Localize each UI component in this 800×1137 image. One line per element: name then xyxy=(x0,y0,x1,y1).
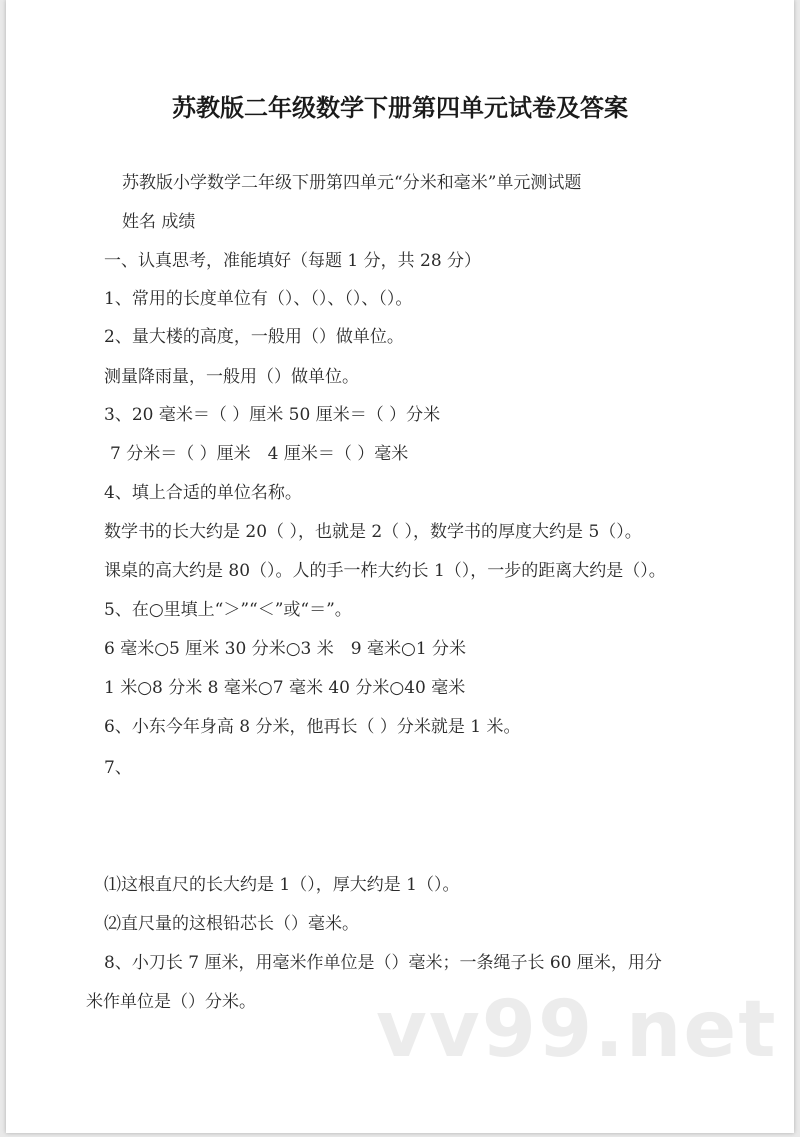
question-5-row-2: 1 米○8 分米 8 毫米○7 毫米 40 分米○40 毫米 xyxy=(104,678,466,698)
question-4-line-1: 数学书的长大约是 20（ ），也就是 2（ ），数学书的厚度大约是 5（）。 xyxy=(104,522,642,542)
name-score-line: 姓名 成绩 xyxy=(122,212,196,232)
question-4-line-2: 课桌的高大约是 80（）。人的手一柞大约长 1（），一步的距离大约是（）。 xyxy=(104,561,666,581)
question-7-part-1: ⑴这根直尺的长大约是 1（），厚大约是 1（）。 xyxy=(104,875,460,895)
question-8-line-2: 米作单位是（）分米。 xyxy=(86,992,256,1012)
document-title: 苏教版二年级数学下册第四单元试卷及答案 xyxy=(172,94,628,122)
document-page xyxy=(6,0,794,1133)
question-5: 5、在○里填上“＞”“＜”或“＝”。 xyxy=(104,600,352,620)
question-5-row-1: 6 毫米○5 厘米 30 分米○3 米 9 毫米○1 分米 xyxy=(104,639,467,659)
section-1-heading: 一、认真思考，准能填好（每题 1 分，共 28 分） xyxy=(104,251,482,271)
question-1: 1、常用的长度单位有（）、（）、（）、（）。 xyxy=(104,289,413,309)
question-7: 7、 xyxy=(104,758,132,778)
question-6: 6、小东今年身高 8 分米，他再长（ ）分米就是 1 米。 xyxy=(104,717,521,737)
question-3-row-1: 3、20 毫米＝（ ）厘米 50 厘米＝（ ）分米 xyxy=(104,405,441,425)
subtitle: 苏教版小学数学二年级下册第四单元“分米和毫米”单元测试题 xyxy=(122,173,582,193)
question-7-part-2: ⑵直尺量的这根铅芯长（）毫米。 xyxy=(104,914,359,934)
question-3-row-2: 7 分米＝（ ）厘米 4 厘米＝（ ）毫米 xyxy=(110,444,409,464)
question-4: 4、填上合适的单位名称。 xyxy=(104,483,302,503)
question-2: 2、量大楼的高度，一般用（）做单位。 xyxy=(104,327,404,347)
watermark: vv99.net xyxy=(376,985,778,1075)
question-8-line-1: 8、小刀长 7 厘米，用毫米作单位是（）毫米；一条绳子长 60 厘米，用分 xyxy=(104,953,662,973)
question-2-part-b: 测量降雨量，一般用（）做单位。 xyxy=(104,367,359,387)
